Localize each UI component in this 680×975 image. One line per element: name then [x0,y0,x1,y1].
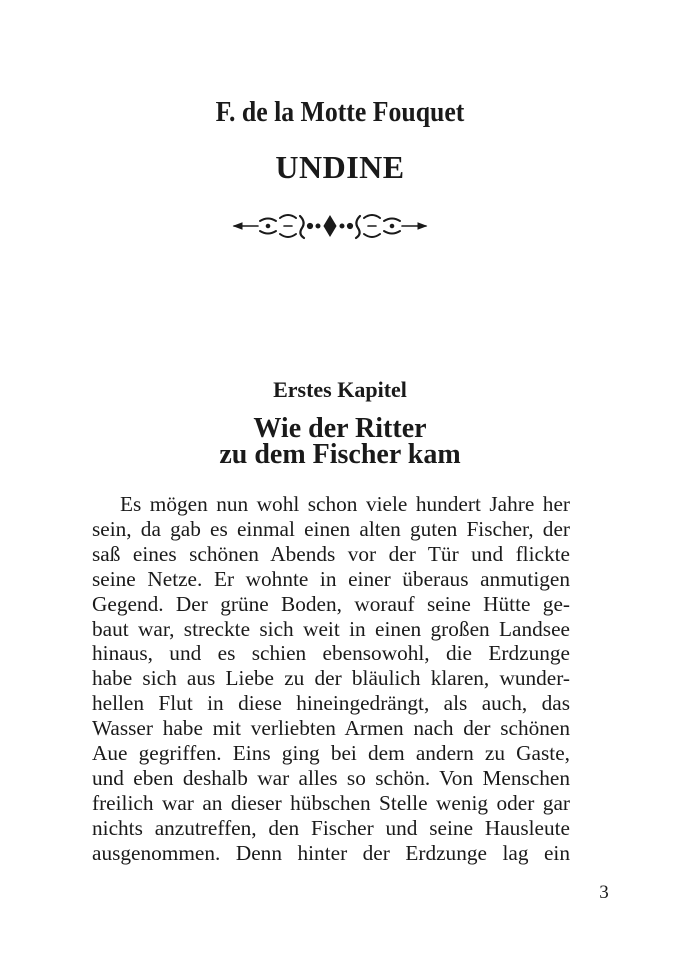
text-line: Gegend. Der grüne Boden, worauf seine Hütte ge- [92,591,570,616]
text-line: sein, da gab es einmal einen alten guten Fischer, der [92,516,570,541]
chapter-label: Erstes Kapitel [273,377,407,402]
book-title: UNDINE [275,149,405,185]
text-line: ausgenommen. Denn hinter der Erdzunge lag ein [92,840,570,865]
text-line: Aue gegriffen. Eins ging bei dem andern zu Gaste, [92,741,570,766]
body-paragraph [92,492,570,866]
chapter-title-line: Wie der Ritter [253,413,427,444]
decorative-ornament-icon [230,206,430,246]
text-line: Es mögen nun wohl schon viele hundert Jahre her [120,492,570,516]
text-line: hellen Flut in diese hineingedrängt, als auch, das [92,691,570,716]
chapter-title-line: zu dem Fischer kam [219,439,461,470]
page-number: 3 [599,882,609,903]
text-line: hinaus, und es schien ebensowohl, die Erdzunge [92,641,570,666]
text-line: Wasser habe mit verliebten Armen nach der schönen [92,716,570,741]
author-name: F. de la Motte Fouquet [215,97,465,128]
text-line: und eben deshalb war alles so schön. Von Menschen [92,765,570,790]
text-line: seine Netze. Er wohnte in einer überaus anmutigen [92,566,570,591]
text-line: saß eines schönen Abends vor der Tür und flickte [92,541,570,566]
text-line: nichts anzutreffen, den Fischer und seine Hausleute [92,815,570,840]
text-line: baut war, streckte sich weit in einen großen Landsee [92,616,570,641]
text-line: habe sich aus Liebe zu der bläulich klaren, wunder- [92,666,570,691]
text-line: freilich war an dieser hübschen Stelle wenig oder gar [92,790,570,815]
chapter-title [0,413,680,470]
